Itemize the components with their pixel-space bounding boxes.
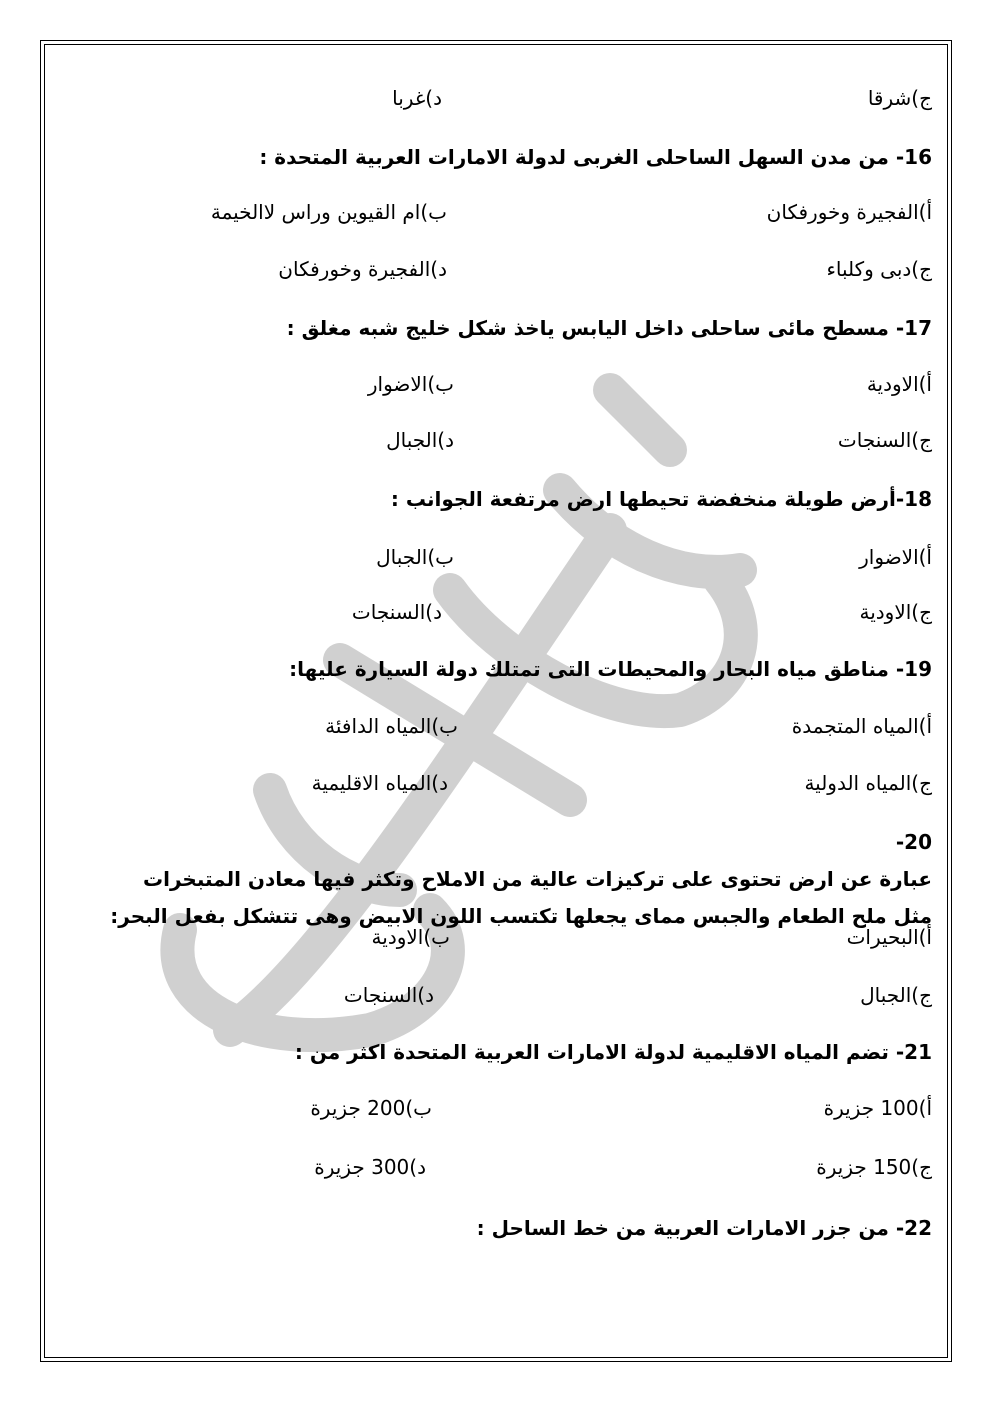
question-text: تضم المياه الاقليمية لدولة الامارات العربية المتحدة اكثر من :: [294, 1040, 889, 1064]
question-text: من مدن السهل الساحلى الغربى لدولة الامارات العربية المتحدة :: [259, 145, 889, 169]
option-b: ب)الاضوار: [367, 372, 454, 396]
option-b: ب)المياه الدافئة: [325, 714, 458, 738]
option-c: ج)السنجات: [837, 428, 932, 452]
question-number: 20-: [895, 830, 932, 854]
question-text: أرض طويلة منخفضة تحيطها ارض مرتفعة الجوانب :: [390, 487, 896, 511]
question-22: [477, 1216, 932, 1240]
option-d: د)غربا: [392, 86, 442, 110]
option-a: أ)الفجيرة وخورفكان: [766, 200, 932, 224]
question-number: 21-: [895, 1040, 932, 1064]
option-d: د)الجبال: [386, 428, 454, 452]
option-d: د)السنجات: [351, 600, 442, 624]
option-c: ج)150 جزيرة: [816, 1155, 932, 1179]
option-a: أ)الاودية: [866, 372, 932, 396]
question-number: 16-: [895, 145, 932, 169]
question-line-2: مثل ملح الطعام والجبس ممای يجعلها تكتسب اللون الابيض وهى تتشكل بفعل البحر:: [110, 904, 932, 928]
option-c: ج)المياه الدولية: [804, 771, 932, 795]
question-18: [391, 487, 932, 511]
question-17: [287, 316, 932, 340]
option-c: ج)الجبال: [860, 983, 932, 1007]
page-border-inner: [44, 44, 948, 1358]
option-a: أ)المياه المتجمدة: [791, 714, 932, 738]
option-d: د)الفجيرة وخورفكان: [278, 257, 447, 281]
question-16: [259, 145, 932, 169]
option-c: ج)الاودية: [859, 600, 932, 624]
question-line-1: [57, 824, 932, 898]
option-b: ب)ام القيوين وراس لاالخيمة: [210, 200, 447, 224]
question-text: مناطق مياه البحار والمحيطات التى تمتلك دولة السيارة عليها:: [289, 657, 889, 681]
question-text: من جزر الامارات العربية من خط الساحل :: [476, 1216, 889, 1240]
option-c: ج)دبى وكلباء: [826, 257, 932, 281]
question-text: مسطح مائى ساحلى داخل اليابس ياخذ شكل خليج شبه مغلق :: [286, 316, 889, 340]
option-c: ج)شرقا: [867, 86, 932, 110]
option-a: أ)البحيرات: [846, 925, 932, 949]
option-b: ب)الجبال: [376, 545, 454, 569]
option-d: د)السنجات: [343, 983, 434, 1007]
option-d: د)300 جزيرة: [314, 1155, 426, 1179]
option-b: ب)200 جزيرة: [310, 1096, 432, 1120]
question-number: 18-: [895, 487, 932, 511]
question-number: 19-: [895, 657, 932, 681]
question-20: [57, 824, 932, 935]
option-b: ب)الاودية: [371, 925, 450, 949]
question-text: عبارة عن ارض تحتوى على تركيزات عالية من الاملاح وتكثر فيها معادن المتبخرات: [143, 867, 932, 891]
option-a: أ)100 جزيرة: [823, 1096, 932, 1120]
option-a: أ)الاضوار: [859, 545, 932, 569]
question-21: [295, 1040, 932, 1064]
question-19: [289, 657, 932, 681]
option-d: د)المياه الاقليمية: [311, 771, 448, 795]
question-number: 22-: [895, 1216, 932, 1240]
question-number: 17-: [895, 316, 932, 340]
